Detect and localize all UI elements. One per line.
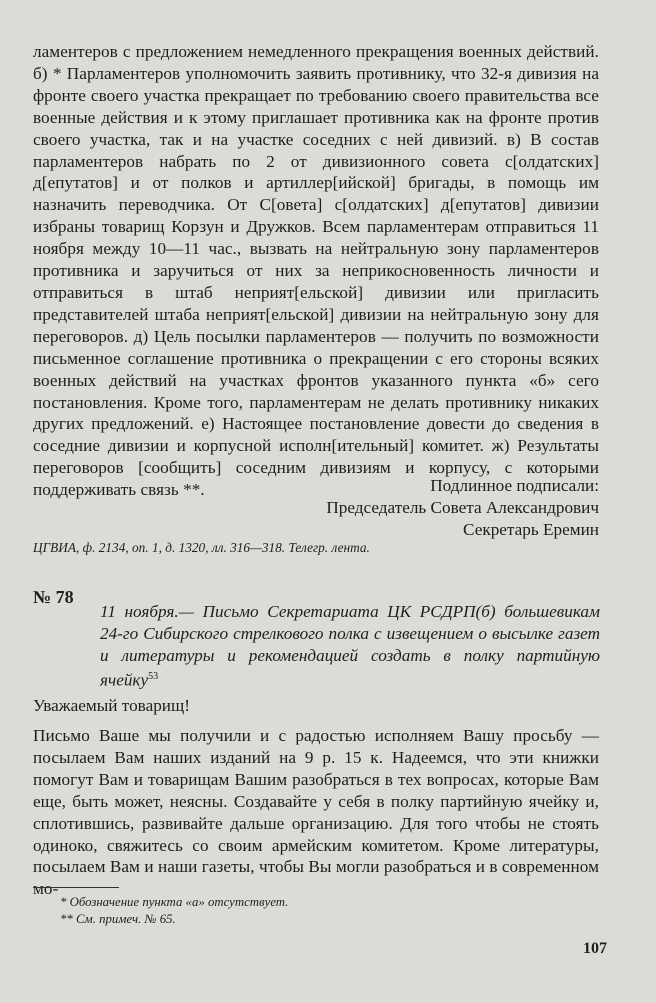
document-title-text: 11 ноября.— Письмо Секретариата ЦК РСДРП(б) большевикам 24-го Сибирского стрелкового полка с извещением о высылке газет и литературы и рекомендацией создать в полку партийную ячейку <box>100 602 600 691</box>
document-title-note-ref: 53 <box>148 671 159 683</box>
signature-chairman: Председатель Совета Александрович <box>326 498 599 517</box>
continuation-paragraph: ламентеров с предложением немедленного прекращения военных действий. б) * Парламентеров уполномочить заявить противнику, что 32-я дивизия на фронте своего участка прекращает по требованию своего правительства все военные действия и к этому приглашает противника как на фронте против своего участка, так и на участке соседних с ней дивизий. в) В состав парламентеров набрать по 2 от дивизионного совета с[олдатских] д[епутатов] и от полков и артиллер[ийской] бригады, в помощь им назначить переводчика. От С[овета] с[олдатских] д[епутатов] дивизии избраны товарищ Корзун и Дружков. Всем парламентерам отправиться 11 ноября между 10—11 час., вызвать на нейтральную зону парламентеров противника и заручиться от них за неприкосновенность личности и отправиться в штаб неприят[ельской] дивизии или пригласить представителей штаба неприят[ельской] дивизии на нейтральную зону для переговоров. д) Цель посылки парламентеров — получить по возможности письменное соглашение противника о прекращении с его стороны всяких военных действий на участках фронтов указанного пункта «б» сего постановления. Кроме того, парламентерам не делать противнику никаких других предложений. е) Настоящее постановление довести до сведения в соседние дивизии и корпусной исполн[ительный] комитет. ж) Результаты переговоров [сообщить] соседним дивизиям и корпусу, с которыми поддерживать связь **. <box>33 42 599 500</box>
footnote-divider <box>33 887 119 888</box>
signature-block <box>326 475 599 541</box>
document-title <box>100 601 600 692</box>
signature-secretary: Секретарь Еремин <box>463 520 599 539</box>
archive-source: ЦГВИА, ф. 2134, оп. 1, д. 1320, лл. 316—318. Телегр. лента. <box>33 540 370 555</box>
signature-intro: Подлинное подписали: <box>430 476 599 495</box>
footnote-2: ** См. примеч. № 65. <box>60 912 176 926</box>
footnote-1: * Обозначение пункта «а» отсутствует. <box>60 895 289 909</box>
page-number: 107 <box>583 940 607 957</box>
letter-body: Письмо Ваше мы получили и с радостью исполняем Вашу просьбу — посылаем Вам наших изданий на 9 р. 15 к. Надеемся, что эти книжки помогут Вам и товарищам Вашим разобраться в тех вопросах, которые Вам еще, быть может, неясны. Создавайте у себя в полку партийную ячейку и, сплотившись, развивайте дальше организацию. Для того чтобы не стоять одиноко, свяжитесь со своим армейским комитетом. Кроме литературы, посылаем Вам и наши газеты, чтобы Вы могли разобраться и в современном мо- <box>33 726 599 899</box>
document-number: № 78 <box>33 587 74 607</box>
footnotes <box>60 894 288 928</box>
letter-greeting: Уважаемый товарищ! <box>33 696 190 715</box>
